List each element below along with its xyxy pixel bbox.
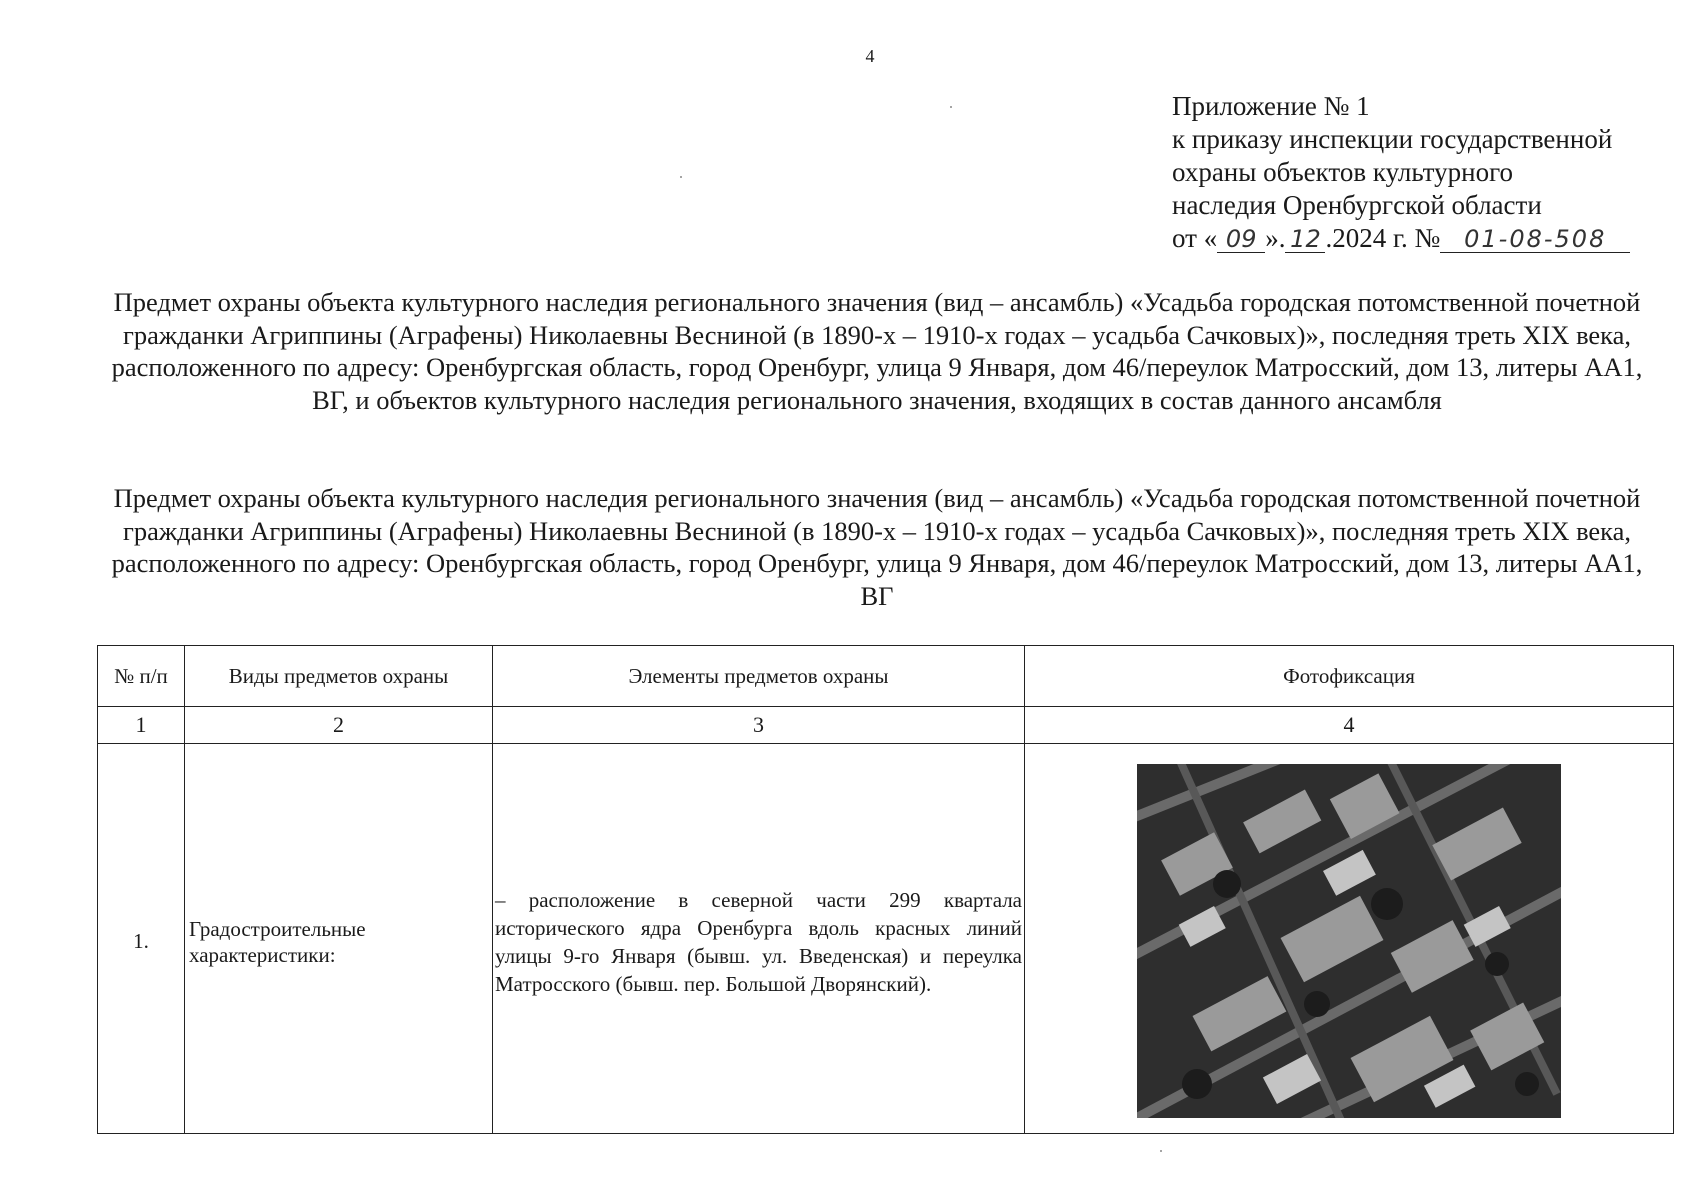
document-title-2: Предмет охраны объекта культурного наследия регионального значения (вид – ансамбль) «Усадьба городская потомственной почетной гражданки Агриппины (Аграфены) Николаевны Весниной (в 1890-х – 1910-х годах – усадьба Сачковых)», последняя треть XIX века, расположенного по адресу: Оренбургская область, город Оренбург, улица 9 Января, дом 46/переулок Матросский, дом 13, литеры АА1, ВГ — [111, 483, 1643, 611]
aerial-photo-image — [1137, 764, 1561, 1118]
date-year-suffix: .2024 г. № — [1325, 223, 1441, 253]
row-type: Градостроительные характеристики: — [185, 744, 493, 1134]
header-cell-photo: Фотофиксация — [1025, 646, 1674, 707]
column-number-row — [98, 707, 1674, 744]
appendix-line-2: к приказу инспекции государственной — [1172, 124, 1613, 154]
header-cell-type: Виды предметов охраны — [185, 646, 493, 707]
document-title-1: Предмет охраны объекта культурного наследия регионального значения (вид – ансамбль) «Усадьба городская потомственной почетной гражданки Агриппины (Аграфены) Николаевны Весниной (в 1890-х – 1910-х годах – усадьба Сачковых)», последняя треть XIX века, расположенного по адресу: Оренбургская область, город Оренбург, улица 9 Января, дом 46/переулок Матросский, дом 13, литеры АА1, ВГ, и объектов культурного наследия регионального значения, входящих в состав данного ансамбля — [111, 287, 1643, 415]
header-cell-elements: Элементы предметов охраны — [493, 646, 1025, 707]
appendix-block — [1172, 90, 1672, 255]
date-month-handwritten: 12 — [1285, 226, 1325, 253]
order-number-handwritten: 01-08-508 — [1440, 226, 1630, 253]
column-number-4: 4 — [1025, 707, 1674, 744]
appendix-line-3: охраны объектов культурного — [1172, 157, 1513, 187]
table-row — [98, 744, 1674, 1134]
row-number: 1. — [98, 744, 185, 1134]
row-elements: – расположение в северной части 299 квартала исторического ядра Оренбурга вдоль красных линий улицы 9-го Января (бывш. ул. Введенская) и переулка Матросского (бывш. пер. Большой Дворянский). — [493, 744, 1025, 1134]
page-number: 4 — [865, 46, 875, 66]
protection-subject-table — [97, 645, 1674, 1134]
table-header-row — [98, 646, 1674, 707]
column-number-3: 3 — [493, 707, 1025, 744]
scan-speck — [950, 106, 952, 108]
row-photo-cell — [1025, 744, 1674, 1134]
column-number-2: 2 — [185, 707, 493, 744]
appendix-line-1: Приложение № 1 — [1172, 91, 1370, 121]
appendix-line-4: наследия Оренбургской области — [1172, 190, 1542, 220]
date-separator: ». — [1265, 223, 1286, 253]
column-number-1: 1 — [98, 707, 185, 744]
appendix-date-line — [1172, 222, 1672, 255]
header-cell-number: № п/п — [98, 646, 185, 707]
date-day-handwritten: 09 — [1217, 226, 1265, 253]
scan-speck — [1160, 1150, 1162, 1152]
scan-speck — [680, 176, 682, 178]
date-prefix: от « — [1172, 223, 1218, 253]
